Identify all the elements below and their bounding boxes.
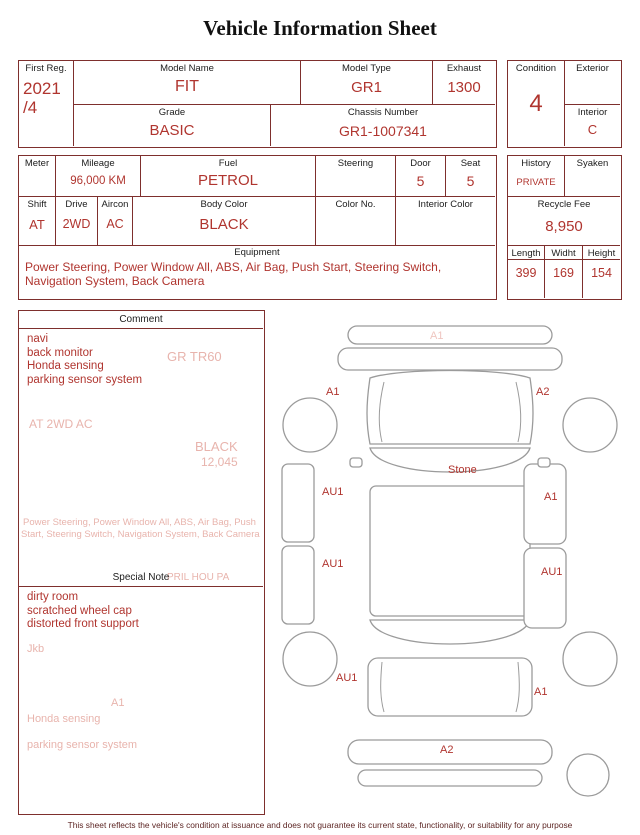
mileage-value: 96,000 KM [70, 175, 126, 187]
interior-label: Interior [577, 107, 608, 118]
body-color-value: BLACK [199, 216, 249, 233]
damage-label-front-right: A2 [536, 386, 550, 398]
model-name-value: FIT [175, 78, 199, 95]
exhaust-label: Exhaust [446, 63, 482, 74]
damage-label-windshield: Stone [448, 464, 477, 476]
damage-label-right-rear-fender: A1 [534, 686, 548, 698]
disclaimer-text: This sheet reflects the vehicle's condition at issuance and does not guarantee its current state, functionality, or suitability for any purpose [67, 820, 573, 830]
width-value: 169 [553, 266, 574, 280]
comment-header: Comment [19, 311, 263, 329]
length-value: 399 [515, 266, 537, 280]
special-note-lines [27, 591, 257, 632]
model-type-label: Model Type [342, 63, 391, 74]
damage-label-front-left: A1 [326, 386, 340, 398]
ghost-text: Honda sensing [27, 713, 101, 725]
height-value: 154 [591, 266, 612, 280]
special-note-line: distorted front support [27, 618, 139, 630]
damage-label-left-rear-fender: AU1 [336, 672, 358, 684]
first-reg-cell [19, 61, 74, 146]
seat-cell [446, 156, 495, 197]
spec-right-table [507, 155, 622, 300]
shift-cell [19, 197, 56, 246]
ghost-text: A1 [111, 697, 125, 709]
seat-label: Seat [460, 158, 481, 169]
recycle-fee-cell [508, 197, 620, 246]
length-cell [508, 246, 545, 298]
fuel-cell [141, 156, 316, 197]
grade-label: Grade [158, 107, 186, 118]
drive-value: 2WD [62, 217, 91, 231]
condition-label: Condition [515, 63, 557, 74]
first-reg-value [19, 79, 73, 117]
interior-color-label: Interior Color [418, 199, 473, 210]
damage-label-left-door-rear: AU1 [322, 558, 344, 570]
door-cell [396, 156, 446, 197]
condition-table [507, 60, 622, 148]
recycle-fee-value: 8,950 [545, 218, 583, 235]
ghost-text: GR TR60 [167, 349, 222, 364]
color-no-label: Color No. [335, 199, 376, 210]
page-title: Vehicle Information Sheet [203, 16, 437, 40]
drive-label: Drive [65, 199, 88, 210]
equipment-label: Equipment [234, 247, 280, 258]
equipment-header [19, 246, 495, 259]
grade-cell [74, 105, 271, 146]
height-cell [583, 246, 620, 298]
damage-label-right-panel-front: A1 [544, 491, 558, 503]
damage-label-right-panel-rear: AU1 [541, 566, 563, 578]
color-no-cell [316, 197, 396, 246]
seat-value: 5 [466, 173, 475, 189]
ghost-text: parking sensor system [27, 739, 138, 751]
condition-value: 4 [529, 90, 543, 117]
ghost-text: Jkb [27, 643, 45, 655]
meter-label: Meter [24, 158, 50, 169]
special-note-line: dirty room [27, 591, 79, 603]
model-type-cell [301, 61, 433, 105]
ghost-text: 12,045 [201, 455, 238, 469]
syaken-label: Syaken [576, 158, 609, 169]
drive-cell [56, 197, 98, 246]
syaken-cell [565, 156, 620, 197]
mileage-cell [56, 156, 141, 197]
fuel-label: Fuel [218, 158, 238, 169]
exterior-label: Exterior [576, 63, 609, 74]
spec-main-table [18, 155, 497, 300]
chassis-number-cell [271, 105, 495, 146]
history-cell [508, 156, 565, 197]
damage-label-ghost-front: A1 [430, 330, 444, 342]
ghost-text: BLACK [195, 439, 238, 454]
comment-box [18, 310, 265, 815]
body-color-cell [133, 197, 316, 246]
special-note-line: scratched wheel cap [27, 604, 132, 617]
meter-cell [19, 156, 56, 197]
top-main-table [18, 60, 497, 148]
first-reg-month: /4 [23, 98, 38, 117]
steering-label: Steering [337, 158, 374, 169]
exterior-cell [565, 61, 620, 105]
aircon-cell [98, 197, 133, 246]
aircon-label: Aircon [101, 199, 129, 210]
comment-line: Honda sensing [27, 360, 104, 372]
interior-color-cell [396, 197, 495, 246]
comment-lines [27, 333, 257, 387]
shift-value: AT [29, 217, 45, 232]
fuel-value: PETROL [197, 172, 258, 189]
door-value: 5 [416, 173, 425, 189]
chassis-number-label: Chassis Number [347, 107, 419, 118]
height-label: Height [583, 246, 620, 260]
model-name-label: Model Name [160, 63, 214, 74]
shift-label: Shift [27, 199, 47, 210]
first-reg-year: 2021 [23, 79, 61, 98]
grade-value: BASIC [149, 122, 195, 139]
exhaust-cell [433, 61, 495, 105]
width-cell [545, 246, 583, 298]
first-reg-label: First Reg. [25, 63, 67, 74]
ghost-text: AT 2WD AC [29, 417, 93, 431]
exhaust-value: 1300 [447, 79, 481, 96]
comment-line: parking sensor system [27, 373, 143, 386]
interior-cell [565, 105, 620, 146]
comment-line: back monitor [27, 346, 93, 359]
ghost-text: Start, Steering Switch, Navigation System, Back Camera [21, 529, 260, 540]
car-damage-diagram [270, 312, 632, 812]
mileage-label: Mileage [81, 158, 115, 169]
history-value: PRIVATE [516, 177, 556, 188]
width-label: Widht [545, 246, 582, 260]
model-type-value: GR1 [351, 79, 382, 96]
condition-cell [508, 61, 565, 146]
equipment-value: Power Steering, Power Window All, ABS, Air Bag, Push Start, Steering Switch, Navigation System, Back Camera [25, 260, 442, 288]
body-color-label: Body Color [200, 199, 248, 210]
model-name-cell [74, 61, 301, 105]
history-label: History [521, 158, 551, 169]
damage-label-rear-bumper: A2 [440, 744, 454, 756]
ghost-text: Power Steering, Power Window All, ABS, Air Bag, Push [23, 517, 256, 528]
aircon-value: AC [106, 217, 124, 231]
equipment-text-cell [19, 259, 495, 297]
damage-label-left-door-front: AU1 [322, 486, 344, 498]
comment-line: navi [27, 333, 49, 345]
door-label: Door [410, 158, 431, 169]
special-note-header: Special Note [19, 569, 263, 587]
chassis-number-value: GR1-1007341 [339, 123, 427, 139]
steering-cell [316, 156, 396, 197]
recycle-fee-label: Recycle Fee [537, 199, 591, 210]
ghost-text: PRIL HOU PA [167, 572, 230, 583]
length-label: Length [508, 246, 544, 260]
interior-value: C [587, 122, 598, 137]
